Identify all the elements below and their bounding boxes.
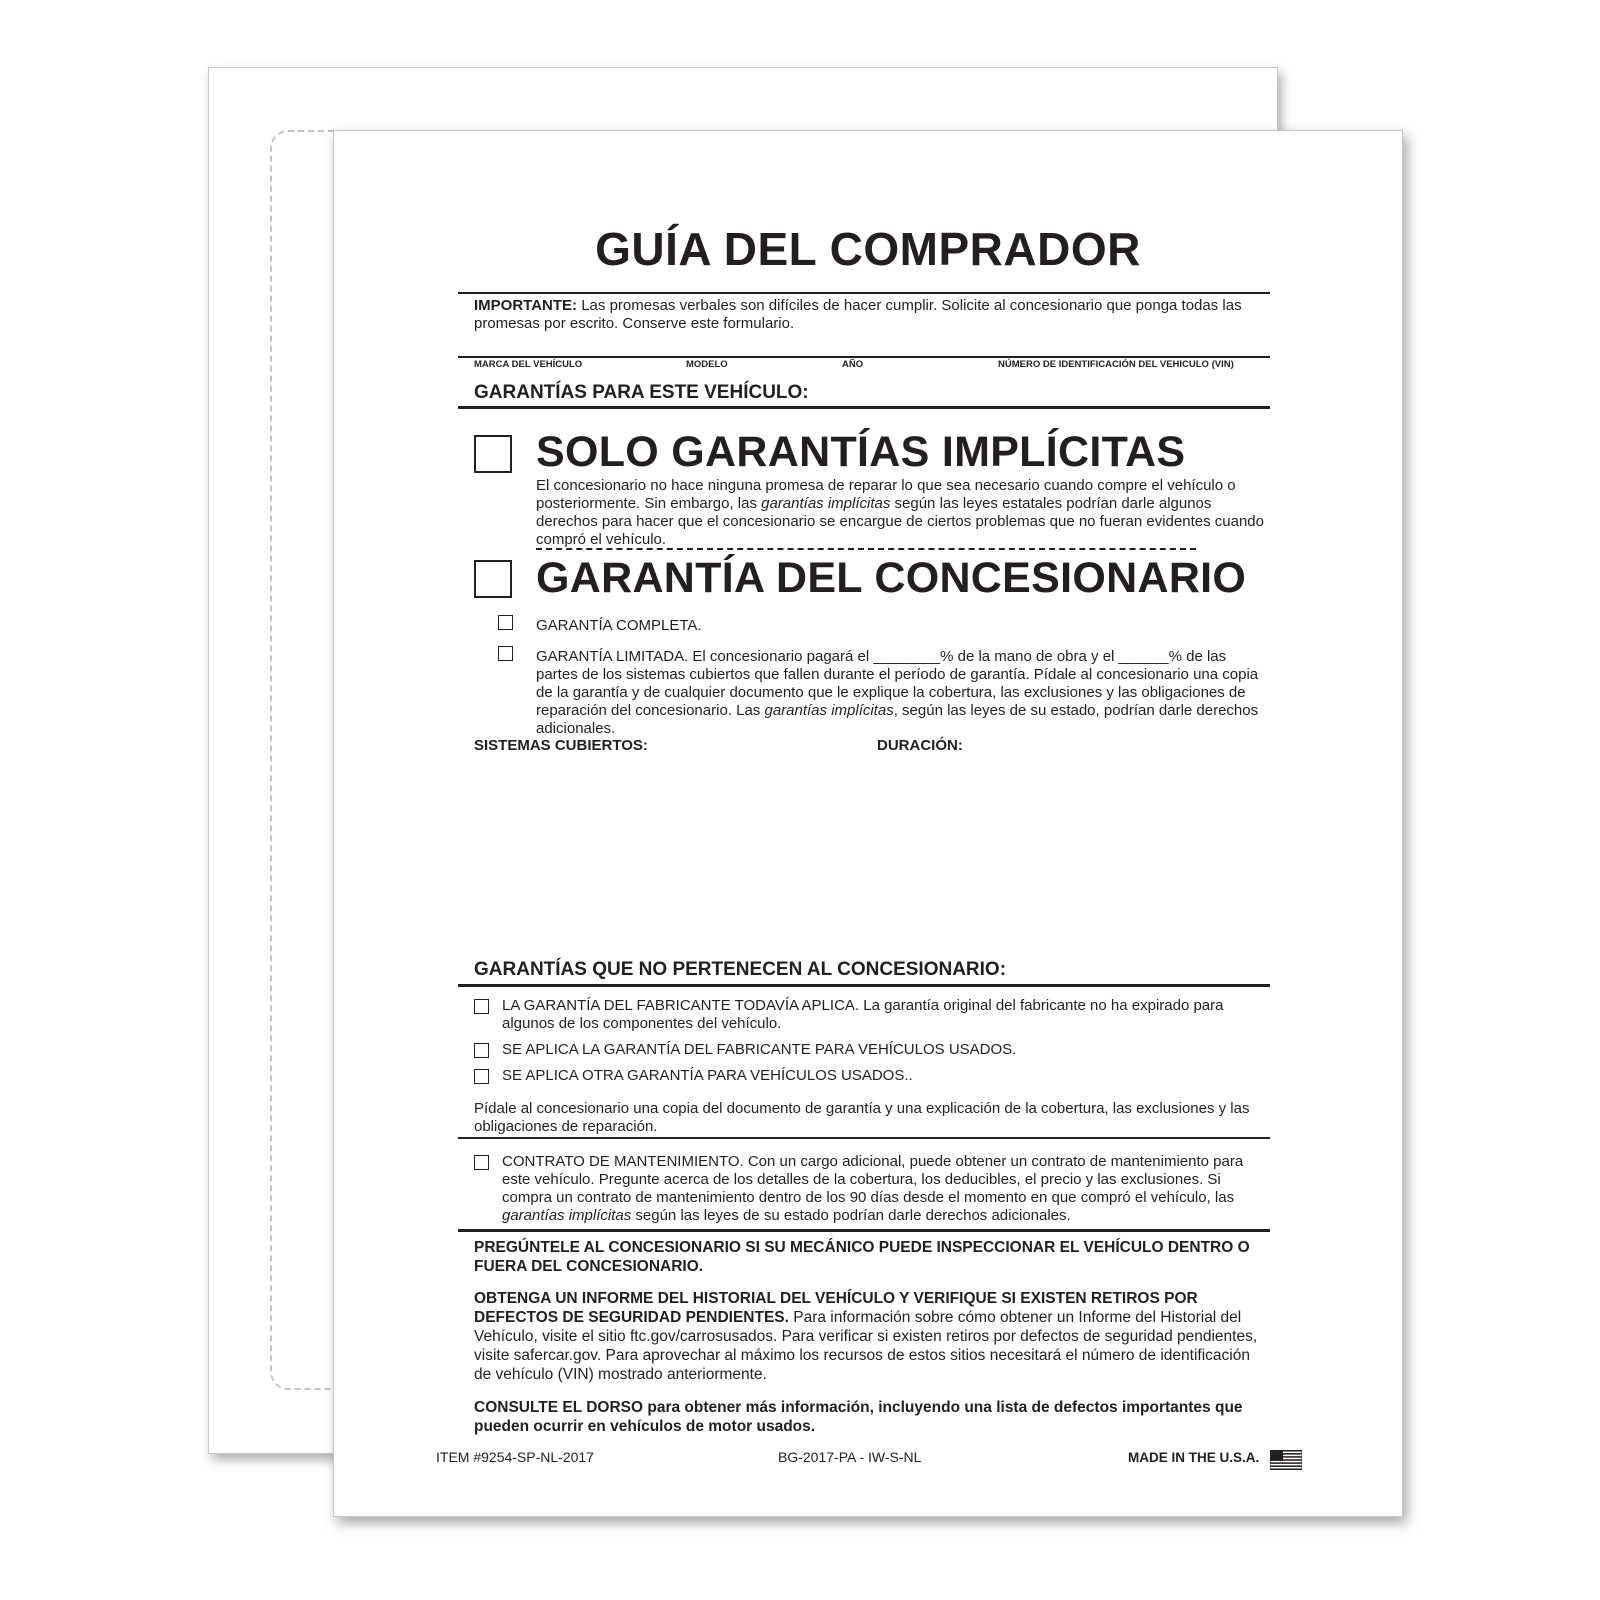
make-label: MARCA DEL VEHÍCULO xyxy=(474,359,583,370)
form-code: BG-2017-PA - IW-S-NL xyxy=(778,1449,922,1465)
service-contract-text xyxy=(502,1153,1252,1225)
limited-text-a: GARANTÍA LIMITADA. El concesionario pagará el ________% de la mano de obra y el ______% de las partes de los sistemas cubiertos que fallen durante el período de garantía. Pídale al concesionario una copia de la garantía y de cualquier documento que le explique la cobertura, las exclusiones y las obligaciones de reparación del concesionario. Las xyxy=(536,648,1259,719)
important-text: Las promesas verbales son difíciles de hacer cumplir. Solicite al concesionario que ponga todas las promesas por escrito. Conserve este formulario. xyxy=(474,297,1242,332)
history-text xyxy=(474,1289,1264,1384)
other-used-checkbox[interactable] xyxy=(474,1069,489,1084)
ask-copy-text: Pídale al concesionario una copia del documento de garantía y una explicación de la cobertura, las exclusiones y las obligaciones de reparación. xyxy=(474,1100,1250,1135)
divider xyxy=(458,1229,1270,1232)
duration-label: DURACIÓN: xyxy=(877,737,963,754)
limited-text-italic: garantías implícitas xyxy=(764,702,894,719)
limited-warranty-text xyxy=(536,648,1266,738)
item-number: ITEM #9254-SP-NL-2017 xyxy=(436,1449,594,1465)
non-dealer-item: LA GARANTÍA DEL FABRICANTE TODAVÍA APLICA. La garantía original del fabricante no ha expirado para algunos de los componentes del vehículo. xyxy=(502,997,1224,1032)
limited-warranty-checkbox[interactable] xyxy=(498,646,513,661)
important-notice xyxy=(474,297,1254,333)
service-contract-checkbox[interactable] xyxy=(474,1155,489,1170)
service-text-a: CONTRATO DE MANTENIMIENTO. Con un cargo adicional, puede obtener un contrato de mantenimiento para este vehículo. Pregunte acerca de los detalles de la cobertura, los deducibles, el precio y las exclusiones. Si compra un contrato de mantenimiento dentro de los 90 días desde el momento en que compró el vehículo, las xyxy=(502,1153,1244,1206)
important-label: IMPORTANTE: xyxy=(474,297,578,314)
inspection-text: PREGÚNTELE AL CONCESIONARIO SI SU MECÁNICO PUEDE INSPECCIONAR EL VEHÍCULO DENTRO O FUERA DEL CONCESIONARIO. xyxy=(474,1239,1250,1275)
consult-text: CONSULTE EL DORSO para obtener más información, incluyendo una lista de defectos importantes que pueden ocurrir en vehículos de motor usados. xyxy=(474,1399,1243,1435)
dealer-warranty-checkbox[interactable] xyxy=(474,560,512,598)
implied-text-a: El concesionario no hace ninguna promesa de reparar lo que sea necesario cuando compre el vehículo o posteriormente. Sin embargo, las xyxy=(536,477,1236,512)
systems-covered-label: SISTEMAS CUBIERTOS: xyxy=(474,737,648,754)
vin-label: NÚMERO DE IDENTIFICACIÓN DEL VEHICULO (VIN) xyxy=(998,359,1234,370)
implied-text-italic: garantías implícitas xyxy=(761,495,891,512)
model-label: MODELO xyxy=(686,359,728,370)
dealer-heading: GARANTÍA DEL CONCESIONARIO xyxy=(536,554,1247,602)
manufacturer-used-checkbox[interactable] xyxy=(474,1043,489,1058)
divider xyxy=(458,356,1270,358)
non-dealer-heading: GARANTÍAS QUE NO PERTENECEN AL CONCESIONARIO: xyxy=(474,959,1007,980)
page-title: GUÍA DEL COMPRADOR xyxy=(595,223,1141,275)
limited-text-b: , según las leyes de su estado, podrían darle derechos adicionales. xyxy=(536,702,1259,737)
full-warranty-label: GARANTÍA COMPLETA. xyxy=(536,617,702,634)
made-in-usa: MADE IN THE U.S.A. xyxy=(1128,1450,1260,1465)
divider xyxy=(458,1137,1270,1139)
service-text-italic: garantías implícitas xyxy=(502,1207,632,1224)
full-warranty-checkbox[interactable] xyxy=(498,615,513,630)
us-flag-icon xyxy=(1270,1450,1302,1470)
implied-text-b: según las leyes estatales podrían darle algunos derechos para hacer que el concesionario se encargue de ciertos problemas que no fueran evidentes cuando compró el vehículo. xyxy=(536,495,1264,548)
implied-heading: SOLO GARANTÍAS IMPLÍCITAS xyxy=(536,428,1186,476)
history-body: Para información sobre cómo obtener un Informe del Historial del Vehículo, visite el sitio ftc.gov/carrosusados. Para verificar si existen retiros por defectos de seguridad pendientes, visite safercar.gov. Para aprovechar al máximo los recursos de estos sitios necesitará el número de identificación de vehículo (VIN) mostrado anteriormente. xyxy=(474,1309,1258,1383)
implied-only-checkbox[interactable] xyxy=(474,435,512,473)
divider xyxy=(458,406,1270,409)
manufacturer-warranty-checkbox[interactable] xyxy=(474,999,489,1014)
dashed-divider xyxy=(536,548,1196,550)
divider xyxy=(458,984,1270,987)
warranties-heading: GARANTÍAS PARA ESTE VEHÍCULO: xyxy=(474,382,809,403)
implied-text xyxy=(536,477,1266,549)
history-bold: OBTENGA UN INFORME DEL HISTORIAL DEL VEHÍCULO Y VERIFIQUE SI EXISTEN RETIROS POR DEFECTOS DE SEGURIDAD PENDIENTES. xyxy=(474,1290,1198,1326)
non-dealer-item: SE APLICA OTRA GARANTÍA PARA VEHÍCULOS USADOS.. xyxy=(502,1067,913,1084)
non-dealer-item: SE APLICA LA GARANTÍA DEL FABRICANTE PARA VEHÍCULOS USADOS. xyxy=(502,1041,1017,1058)
divider xyxy=(458,292,1270,294)
year-label: AÑO xyxy=(842,359,864,370)
service-text-b: según las leyes de su estado podrían darle derechos adicionales. xyxy=(631,1207,1071,1224)
